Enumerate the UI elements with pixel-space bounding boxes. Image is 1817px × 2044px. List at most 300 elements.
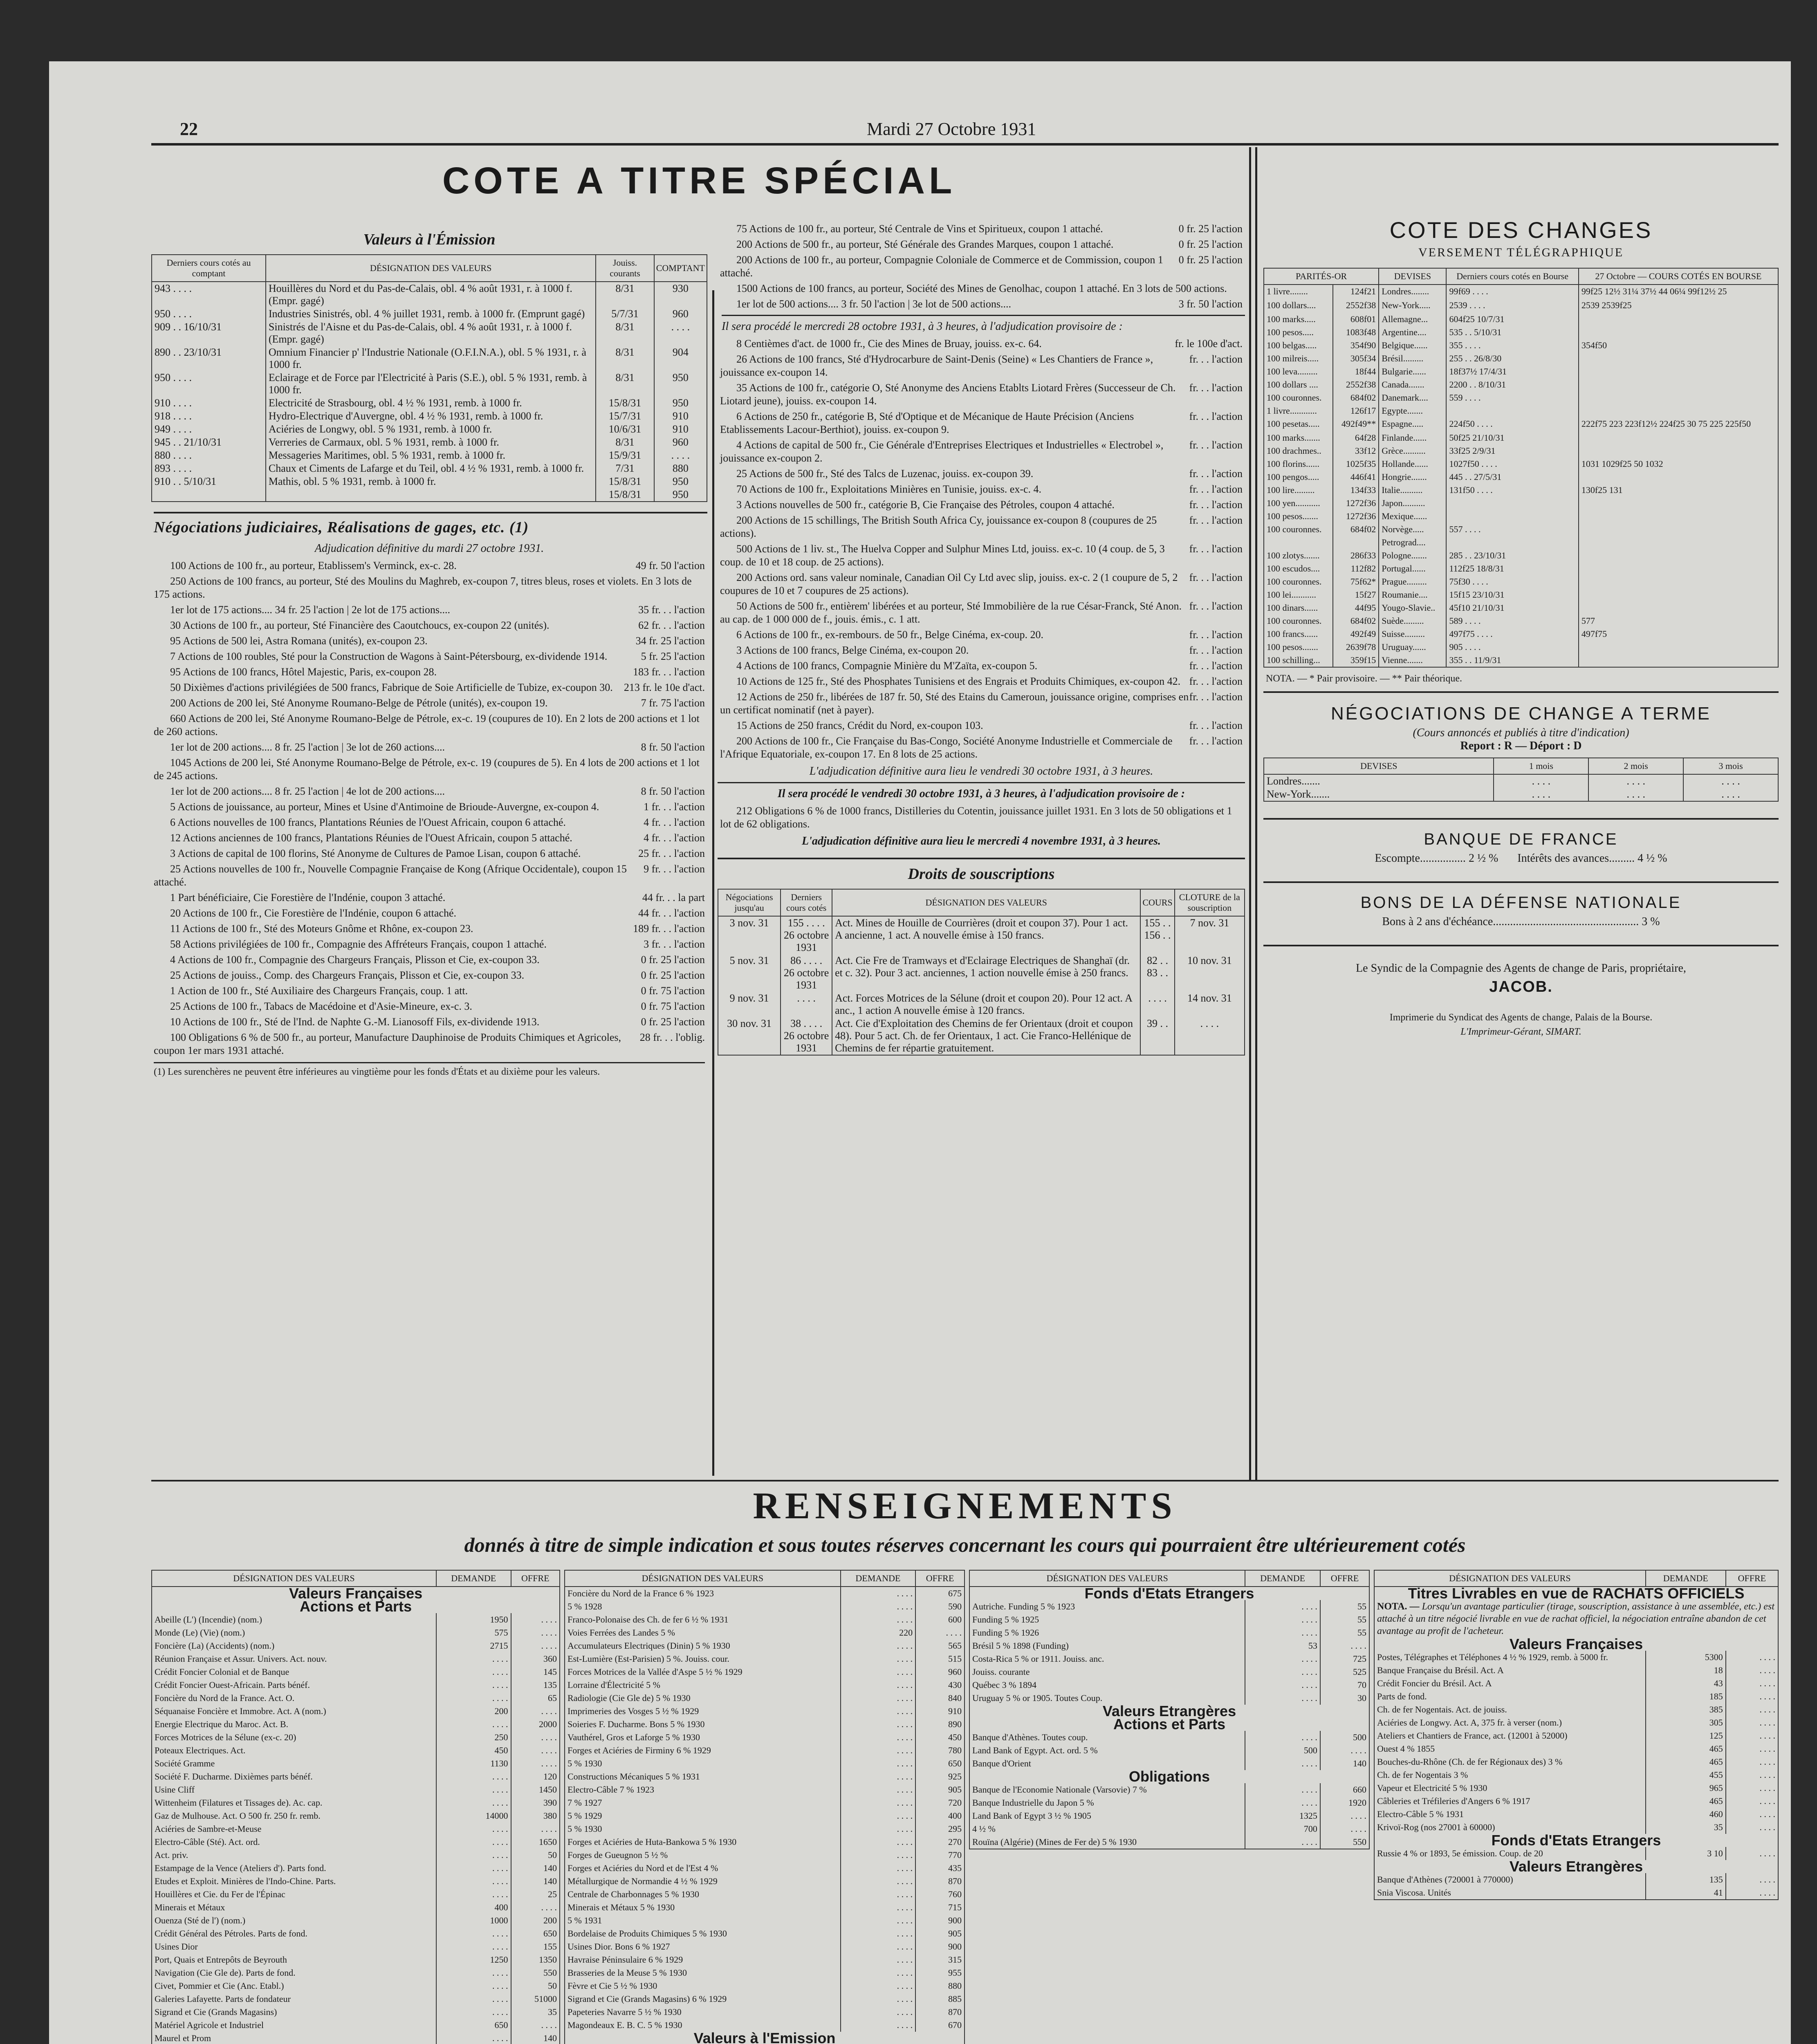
- table-row: [1374, 1664, 1778, 1677]
- table-row: [565, 1626, 965, 1639]
- item-text: 5 Actions de jouissance, au porteur, Mines et Usine d'Antimoine de Brioude-Auvergne, ex-coupon 4.: [170, 801, 599, 813]
- table-cell: Mathis, obl. 5 % 1931, remb. à 1000 fr.: [266, 475, 596, 488]
- table-cell: . . . .: [1726, 1821, 1778, 1834]
- item-text: 3 Actions de capital de 100 florins, Sté Anonyme de Cultures de Pamoe Lisan, coupon 6 attaché.: [170, 847, 581, 859]
- table-cell: Aciéries de Sambre-et-Meuse: [152, 1822, 436, 1836]
- list-item: [154, 863, 705, 889]
- column-header: DÉSIGNATION DES VALEURS: [565, 1570, 841, 1587]
- item-text: 1045 Actions de 200 lei, Sté Anonyme Roumano-Belge de Pétrole, ex-c. 19 (coupures de 5). En 4 lots de 200 actions et 1 lot de 245 actions.: [154, 757, 700, 782]
- table-row: [565, 1966, 965, 1979]
- table-cell: . . . .: [436, 1783, 511, 1796]
- table-row: [1264, 352, 1778, 365]
- table-cell: Wittenheim (Filatures et Tissages de). Ac. cap.: [152, 1796, 436, 1809]
- item-text: 1er lot de 200 actions.... 8 fr. 25 l'action | 4e lot de 200 actions....: [170, 785, 445, 797]
- table-cell: Voies Ferrées des Landes 5 %: [565, 1626, 841, 1639]
- table-cell: 130f25 131: [1579, 484, 1778, 497]
- table-cell: [1446, 497, 1578, 510]
- table-cell: Land Bank of Egypt 3 ½ % 1905: [969, 1809, 1245, 1822]
- list-item: [154, 984, 705, 997]
- list-item: [154, 907, 705, 920]
- table-cell: . . . .: [841, 1953, 915, 1966]
- table-row: [152, 1639, 560, 1652]
- rens-table-4: [1374, 1570, 1779, 1900]
- table-cell: Banque de l'Economie Nationale (Varsovie) 7 %: [969, 1783, 1245, 1796]
- table-cell: Brasseries de la Meuse 5 % 1930: [565, 1966, 841, 1979]
- table-row: [152, 346, 707, 371]
- table-cell: 100 milreis.....: [1264, 352, 1333, 365]
- table-row: [565, 1901, 965, 1914]
- table-cell: 955: [915, 1966, 965, 1979]
- table-row: [565, 1652, 965, 1665]
- item-price: fr. . . l'action: [1189, 514, 1243, 526]
- table-cell: . . . .: [511, 1639, 560, 1652]
- column-header: COURS: [1140, 889, 1174, 916]
- item-price: 4 fr. . . l'action: [644, 816, 705, 828]
- table-cell: 684f02: [1333, 614, 1379, 628]
- table-cell: . . . .: [436, 1679, 511, 1692]
- item-price: 44 fr. . . la part: [642, 892, 705, 903]
- table-cell: . . . .: [1245, 1600, 1320, 1613]
- table-cell: 910: [915, 1705, 965, 1718]
- table-cell: 1031 1029f25 50 1032: [1579, 457, 1778, 471]
- table-cell: Grèce..........: [1379, 444, 1446, 457]
- table-cell: 880: [654, 462, 707, 475]
- table-cell: Crédit Foncier Ouest-Africain. Parts bénéf.: [152, 1679, 436, 1692]
- table-row: [152, 1744, 560, 1757]
- table-row: [152, 282, 707, 307]
- table-cell: 255 . . 26/8/30: [1446, 352, 1578, 365]
- item-text: 6 Actions nouvelles de 100 francs, Plantations Réunies de l'Ouest Africain, coupon 6 attaché.: [170, 816, 566, 828]
- table-cell: 100 lire.........: [1264, 484, 1333, 497]
- table-cell: . . . .: [841, 1639, 915, 1652]
- item-price: 0 fr. 75 l'action: [641, 985, 705, 997]
- table-cell: . . . .: [841, 1796, 915, 1809]
- table-cell: . . . .: [841, 1927, 915, 1940]
- item-price: fr. . . l'action: [1189, 572, 1243, 583]
- table-cell: 15/7/31: [596, 410, 654, 423]
- table-cell: [1579, 378, 1778, 391]
- list-item: [720, 514, 1243, 540]
- table-cell: [1579, 431, 1778, 444]
- table-row: [1264, 654, 1778, 667]
- table-row: [969, 1783, 1369, 1796]
- table-cell: 910 . . . .: [152, 397, 266, 410]
- table-row: [969, 1822, 1369, 1836]
- table-cell: Vauthérel, Gros et Laforge 5 % 1930: [565, 1731, 841, 1744]
- table-cell: . . . .: [1245, 1796, 1320, 1809]
- table-cell: Sigrand et Cie (Grands Magasins): [152, 2006, 436, 2019]
- table-cell: 100 zlotys.......: [1264, 549, 1333, 562]
- table-cell: . . . .: [511, 1744, 560, 1757]
- table-row: [152, 1849, 560, 1862]
- table-cell: Krivoï-Rog (nos 27001 à 60000): [1374, 1821, 1646, 1834]
- table-cell: 155 . . . . 26 octobre 1931: [781, 916, 832, 954]
- banque-title: BANQUE DE FRANCE: [1424, 830, 1618, 848]
- table-cell: 2200 . . 8/10/31: [1446, 378, 1578, 391]
- table-row: [152, 488, 707, 502]
- table-cell: . . . .: [841, 1731, 915, 1744]
- table-cell: . . . .: [436, 1992, 511, 2006]
- table-row: [1374, 1808, 1778, 1821]
- table-cell: 8/31: [596, 320, 654, 346]
- table-cell: 2552f38: [1333, 378, 1379, 391]
- table-cell: [1579, 444, 1778, 457]
- rens-column-4: [1374, 1570, 1779, 2044]
- table-cell: 8/31: [596, 371, 654, 397]
- list-item: [154, 969, 705, 982]
- table-cell: 75f30 . . . .: [1446, 575, 1578, 588]
- item-price: 189 fr. . . l'action: [633, 923, 705, 935]
- table-row: [1264, 339, 1778, 352]
- item-text: 25 Actions de 500 fr., Sté des Talcs de Luzenac, jouiss. ex-coupon 39.: [736, 468, 1034, 480]
- table-cell: Portugal......: [1379, 562, 1446, 575]
- table-cell: Civet, Pommier et Cie (Anc. Etabl.): [152, 1979, 436, 1992]
- list-item: [154, 785, 705, 798]
- table-cell: 880: [915, 1979, 965, 1992]
- table-cell: 575: [436, 1626, 511, 1639]
- table-cell: . . . .: [841, 1979, 915, 1992]
- table-cell: Forges de Gueugnon 5 ½ %: [565, 1849, 841, 1862]
- table-cell: Land Bank of Egypt. Act. ord. 5 %: [969, 1744, 1245, 1757]
- table-row: [969, 1626, 1369, 1639]
- column-header: DEMANDE: [841, 1570, 915, 1587]
- section-row: [565, 2032, 965, 2044]
- item-price: fr. . . l'action: [1189, 483, 1243, 495]
- item-price: fr. . . l'action: [1189, 644, 1243, 656]
- section-row: [1374, 1587, 1778, 1600]
- table-row: [565, 1705, 965, 1718]
- table-cell: . . . .: [1726, 1690, 1778, 1703]
- item-text: 95 Actions de 500 lei, Astra Romana (unités), ex-coupon 23.: [170, 635, 428, 647]
- table-cell: 870: [915, 2006, 965, 2019]
- table-cell: 8/31: [596, 436, 654, 449]
- list-item: [154, 1000, 705, 1013]
- table-cell: 492f49: [1333, 628, 1379, 641]
- table-cell: Crédit Général des Pétroles. Parts de fond.: [152, 1927, 436, 1940]
- table-cell: . . . .: [915, 1626, 965, 1639]
- item-text: 6 Actions de 100 fr., ex-rembours. de 50 fr., Belge Cinéma, ex-coup. 20.: [736, 629, 1043, 641]
- table-cell: 14 nov. 31: [1175, 992, 1245, 1017]
- table-cell: 910: [654, 423, 707, 436]
- table-cell: 100 lei...........: [1264, 588, 1333, 601]
- table-row: [565, 1613, 965, 1626]
- table-row: [152, 1626, 560, 1639]
- table-cell: 455: [1646, 1768, 1726, 1782]
- item-text: 20 Actions de 100 fr., Cie Forestière de l'Indénie, coupon 6 attaché.: [170, 907, 456, 919]
- table-cell: . . . .: [841, 1652, 915, 1665]
- terme-report: Report : R — Déport : D: [1460, 740, 1582, 752]
- table-row: [1374, 1768, 1778, 1782]
- list-item: [154, 800, 705, 814]
- table-cell: Aciéries de Longwy, obl. 5 % 1931, remb. à 1000 fr.: [266, 423, 596, 436]
- table-cell: . . . .: [511, 1822, 560, 1836]
- table-cell: 4 ½ %: [969, 1822, 1245, 1836]
- table-row: [152, 1731, 560, 1744]
- table-cell: Galeries Lafayette. Parts de fondateur: [152, 1992, 436, 2006]
- column-header: DEVISES: [1264, 758, 1494, 774]
- table-cell: . . . .: [781, 992, 832, 1017]
- item-price: fr. . . l'action: [1189, 439, 1243, 451]
- table-cell: Hydro-Electrique d'Auvergne, obl. 4 ½ % 1931, remb. à 1000 fr.: [266, 410, 596, 423]
- table-cell: Crédit Foncier Colonial et de Banque: [152, 1665, 436, 1679]
- table-cell: 100 couronnes.: [1264, 391, 1333, 404]
- table-cell: 465: [1646, 1755, 1726, 1768]
- table-cell: Est-Lumière (Est-Parisien) 5 %. Jouiss. cour.: [565, 1652, 841, 1665]
- table-cell: Forges et Aciéries de Huta-Bankowa 5 % 1930: [565, 1836, 841, 1849]
- table-cell: . . . .: [1726, 1768, 1778, 1782]
- table-cell: 100 belgas.....: [1264, 339, 1333, 352]
- table-row: [1264, 365, 1778, 378]
- column-header: Derniers cours cotés au comptant: [152, 255, 266, 282]
- table-cell: . . . .: [841, 1914, 915, 1927]
- table-cell: . . . .: [436, 1692, 511, 1705]
- table-row: [1374, 1677, 1778, 1690]
- table-cell: Act. Cie d'Exploitation des Chemins de fer Orientaux (droit et coupon 48). Pour 5 act. Ch. de fer Orientaux, 1 act. Cie Franco-Hellénique de Chemins de fer répartie gratuitement.: [832, 1017, 1140, 1055]
- table-cell: . . . .: [841, 1600, 915, 1613]
- table-cell: 2539 2539f25: [1579, 299, 1778, 312]
- table-cell: Suède.........: [1379, 614, 1446, 628]
- list-item: [720, 542, 1243, 569]
- table-cell: Belgique......: [1379, 339, 1446, 352]
- table-cell: . . . .: [841, 1862, 915, 1875]
- table-cell: [1446, 536, 1578, 549]
- table-cell: Pologne.......: [1379, 549, 1446, 562]
- table-cell: 965: [1646, 1782, 1726, 1795]
- table-cell: . . . .: [1320, 1822, 1369, 1836]
- item-text: 1500 Actions de 100 francs, au porteur, Société des Mines de Genolhac, coupon 1 attaché. En 3 lots de 500 actions.: [736, 282, 1227, 294]
- table-cell: 100 marks.......: [1264, 431, 1333, 444]
- table-cell: 1000: [436, 1914, 511, 1927]
- list-item: [720, 353, 1243, 379]
- list-item: [720, 628, 1243, 641]
- column-header: DÉSIGNATION DES VALEURS: [969, 1570, 1245, 1587]
- table-row: [718, 992, 1245, 1017]
- table-row: [152, 449, 707, 462]
- table-cell: 360: [511, 1652, 560, 1665]
- item-price: fr. . . l'action: [1189, 543, 1243, 555]
- table-row: [1374, 1690, 1778, 1703]
- item-price: 0 fr. 25 l'action: [1178, 223, 1243, 235]
- column-header: PARITÉS-OR: [1264, 268, 1379, 285]
- item-price: 0 fr. 75 l'action: [641, 1000, 705, 1012]
- item-text: 500 Actions de 1 liv. st., The Huelva Copper and Sulphur Mines Ltd, jouiss. ex-c. 10 (4 coup. de 5, 3 coup. de 10 et 18 coup. de 25 actions).: [720, 543, 1165, 568]
- table-cell: Ateliers et Chantiers de France, act. (12001 à 52000): [1374, 1729, 1646, 1742]
- table-cell: Canada.......: [1379, 378, 1446, 391]
- table-cell: Papeteries Navarre 5 ½ % 1930: [565, 2006, 841, 2019]
- table-cell: Minerais et Métaux: [152, 1901, 436, 1914]
- table-cell: 1325: [1245, 1809, 1320, 1822]
- table-cell: 650: [511, 1927, 560, 1940]
- table-cell: Londres........: [1379, 285, 1446, 298]
- list-item: [720, 659, 1243, 672]
- table-row: [565, 1587, 965, 1600]
- table-cell: 5 % 1930: [565, 1822, 841, 1836]
- column-header: 1 mois: [1494, 758, 1588, 774]
- table-cell: Minerais et Métaux 5 % 1930: [565, 1901, 841, 1914]
- table-cell: Argentine....: [1379, 326, 1446, 339]
- table-cell: 70: [1320, 1679, 1369, 1692]
- table-row: [969, 1796, 1369, 1809]
- table-cell: [1333, 536, 1379, 549]
- table-cell: [1264, 536, 1333, 549]
- table-cell: 100 couronnes.: [1264, 575, 1333, 588]
- table-cell: 880 . . . .: [152, 449, 266, 462]
- table-cell: 2539 . . . .: [1446, 299, 1578, 312]
- table-cell: Eclairage et de Force par l'Electricité à Paris (S.E.), obl. 5 % 1931, remb. à 1000 fr.: [266, 371, 596, 397]
- table-cell: 400: [436, 1901, 511, 1914]
- table-row: [152, 1809, 560, 1822]
- table-cell: Port, Quais et Entrepôts de Beyrouth: [152, 1953, 436, 1966]
- item-text: 25 Actions nouvelles de 100 fr., Nouvelle Compagnie Française de Kong (Afrique Occidentale), coupon 15 attaché.: [154, 863, 627, 888]
- table-row: [152, 1992, 560, 2006]
- table-cell: 15f27: [1333, 588, 1379, 601]
- table-cell: . . . .: [1726, 1886, 1778, 1900]
- table-cell: . . . .: [1726, 1795, 1778, 1808]
- table-cell: 650: [915, 1757, 965, 1770]
- table-row: [565, 1744, 965, 1757]
- table-cell: Réunion Française et Assur. Univers. Act. nouv.: [152, 1652, 436, 1665]
- list-item: [154, 831, 705, 845]
- table-cell: . . . .: [841, 1613, 915, 1626]
- table-cell: 359f15: [1333, 654, 1379, 667]
- table-cell: 100 francs......: [1264, 628, 1333, 641]
- table-cell: 945 . . 21/10/31: [152, 436, 266, 449]
- table-cell: 18f44: [1333, 365, 1379, 378]
- table-cell: 50: [511, 1979, 560, 1992]
- table-cell: 15f15 23/10/31: [1446, 588, 1578, 601]
- table-row: [565, 1836, 965, 1849]
- list-item: [720, 483, 1243, 496]
- table-row: [1374, 1755, 1778, 1768]
- table-cell: . . . .: [841, 1679, 915, 1692]
- table-cell: Imprimeries des Vosges 5 ½ % 1929: [565, 1705, 841, 1718]
- table-cell: 1272f36: [1333, 497, 1379, 510]
- table-cell: [1446, 404, 1578, 417]
- table-row: [565, 1849, 965, 1862]
- table-cell: 950: [654, 397, 707, 410]
- table-cell: 2639f78: [1333, 641, 1379, 654]
- table-cell: 400: [915, 1809, 965, 1822]
- table-cell: Bordelaise de Produits Chimiques 5 % 1930: [565, 1927, 841, 1940]
- table-cell: Postes, Télégraphes et Téléphones 4 ½ % 1929, remb. à 5000 fr.: [1374, 1651, 1646, 1664]
- table-cell: . . . .: [511, 1705, 560, 1718]
- item-text: 1 Part bénéficiaire, Cie Forestière de l'Indénie, coupon 3 attaché.: [170, 892, 446, 903]
- table-row: [152, 1652, 560, 1665]
- item-text: 660 Actions de 200 lei, Sté Anonyme Roumano-Belge de Pétrole, ex-c. 19 (coupures de 10). En 2 lots de 200 actions et 1 lot de 260 actions.: [154, 713, 700, 737]
- page-number: 22: [180, 119, 198, 139]
- table-row: [152, 423, 707, 436]
- table-cell: 250: [436, 1731, 511, 1744]
- table-cell: . . . .: [841, 1901, 915, 1914]
- column-header: OFFRE: [1320, 1570, 1369, 1587]
- terme-title: NÉGOCIATIONS DE CHANGE A TERME: [1330, 704, 1712, 724]
- item-text: 12 Actions anciennes de 100 francs, Plantations Réunies de l'Ouest Africain, coupon 5 attaché.: [170, 832, 572, 844]
- item-price: 3 fr. 50 l'action: [1178, 298, 1243, 310]
- table-cell: 99f25 12½ 31¼ 37½ 44 06¼ 99f12½ 25: [1579, 285, 1778, 298]
- table-cell: Franco-Polonaise des Ch. de fer 6 ½ % 1931: [565, 1613, 841, 1626]
- list-item: [720, 222, 1243, 235]
- table-row: [565, 1927, 965, 1940]
- item-text: 50 Dixièmes d'actions privilégiées de 500 francs, Fabrique de Soie Artificielle de Tubize, ex-coupon 30.: [170, 681, 613, 693]
- table-row: [1264, 601, 1778, 614]
- table-cell: 51000: [511, 1992, 560, 2006]
- table-cell: 75f62*: [1333, 575, 1379, 588]
- item-price: fr. . . l'action: [1189, 629, 1243, 641]
- table-cell: 925: [915, 1770, 965, 1783]
- item-text: 200 Actions de 15 schillings, The British South Africa Cy, jouissance ex-coupon 8 (coupures de 25 actions).: [720, 514, 1157, 539]
- item-text: 8 Centièmes d'act. de 1000 fr., Cie des Mines de Bruay, jouiss. ex-c. 64.: [736, 338, 1042, 350]
- table-cell: . . . .: [1140, 992, 1174, 1017]
- table-cell: 100 pesos.......: [1264, 510, 1333, 523]
- table-cell: [1446, 510, 1578, 523]
- column-header: DEMANDE: [1646, 1570, 1726, 1587]
- table-cell: Uruguay......: [1379, 641, 1446, 654]
- table-row: [1374, 1742, 1778, 1755]
- table-cell: 3 nov. 31: [718, 916, 781, 954]
- table-row: [1264, 774, 1778, 788]
- table-cell: Usine Cliff: [152, 1783, 436, 1796]
- table-row: [1264, 614, 1778, 628]
- table-cell: Aciéries de Longwy. Act. A, 375 fr. à verser (nom.): [1374, 1716, 1646, 1729]
- table-cell: . . . .: [1245, 1626, 1320, 1639]
- table-cell: 86 . . . . 26 octobre 1931: [781, 954, 832, 992]
- table-row: [1264, 575, 1778, 588]
- item-text: 4 Actions de capital de 500 fr., Cie Générale d'Entreprises Electriques et Industrielles « Electrobel », jouissance ex-coupon 2.: [720, 439, 1164, 464]
- table-cell: 535 . . 5/10/31: [1446, 326, 1578, 339]
- table-row: [565, 1731, 965, 1744]
- item-text: 100 Obligations 6 % de 500 fr., au porteur, Manufacture Dauphinoise de Produits Chimiques et Agricoles, coupon 1er mars 1931 attaché.: [154, 1031, 621, 1056]
- changes-nota: NOTA. — * Pair provisoire. — ** Pair théorique.: [1266, 673, 1462, 684]
- item-price: 3 fr. . . l'action: [644, 938, 705, 950]
- table-cell: 1950: [436, 1613, 511, 1626]
- table-cell: . . . .: [841, 1587, 915, 1600]
- rens-column-2: [564, 1570, 965, 2044]
- table-cell: 684f02: [1333, 523, 1379, 536]
- table-cell: 450: [436, 1744, 511, 1757]
- item-text: 12 Actions de 250 fr., libérées de 187 fr. 50, Sté des Etains du Cameroun, jouissance origine, comprises en un certificat nominatif (net à payer).: [720, 691, 1189, 716]
- table-cell: 589 . . . .: [1446, 614, 1578, 628]
- table-row: [565, 1992, 965, 2006]
- item-price: 1 fr. . . l'action: [644, 801, 705, 813]
- table-cell: 918 . . . .: [152, 410, 266, 423]
- table-row: [1264, 285, 1778, 298]
- list-item: [720, 467, 1243, 480]
- table-row: [1264, 588, 1778, 601]
- terme-subtitle: (Cours annoncés et publiés à titre d'indication): [1413, 726, 1629, 739]
- table-row: [969, 1809, 1369, 1822]
- table-cell: Vienne.......: [1379, 654, 1446, 667]
- table-row: [1264, 378, 1778, 391]
- table-row: [565, 1796, 965, 1809]
- table-cell: Energie Electrique du Maroc. Act. B.: [152, 1718, 436, 1731]
- table-cell: 608f01: [1333, 313, 1379, 326]
- list-item: [720, 439, 1243, 465]
- table-cell: 100 schilling...: [1264, 654, 1333, 667]
- bons-label: Bons à 2 ans d'échéance...................................................: [1382, 915, 1639, 928]
- table-cell: . . . .: [654, 320, 707, 346]
- list-item: [154, 741, 705, 754]
- table-cell: 950: [654, 488, 707, 502]
- table-cell: New-York.....: [1379, 299, 1446, 312]
- column-header: DÉSIGNATION DES VALEURS: [832, 889, 1140, 916]
- table-cell: 50: [511, 1849, 560, 1862]
- table-row: [565, 1692, 965, 1705]
- table-cell: . . . .: [1320, 1744, 1369, 1757]
- table-cell: Sinistrés de l'Aisne et du Pas-de-Calais, obl. 4 % août 1931, r. à 1000 f. (Empr. gagé): [266, 320, 596, 346]
- table-row: [1264, 549, 1778, 562]
- item-price: 34 fr. 25 l'action: [635, 635, 705, 647]
- table-cell: [152, 488, 266, 502]
